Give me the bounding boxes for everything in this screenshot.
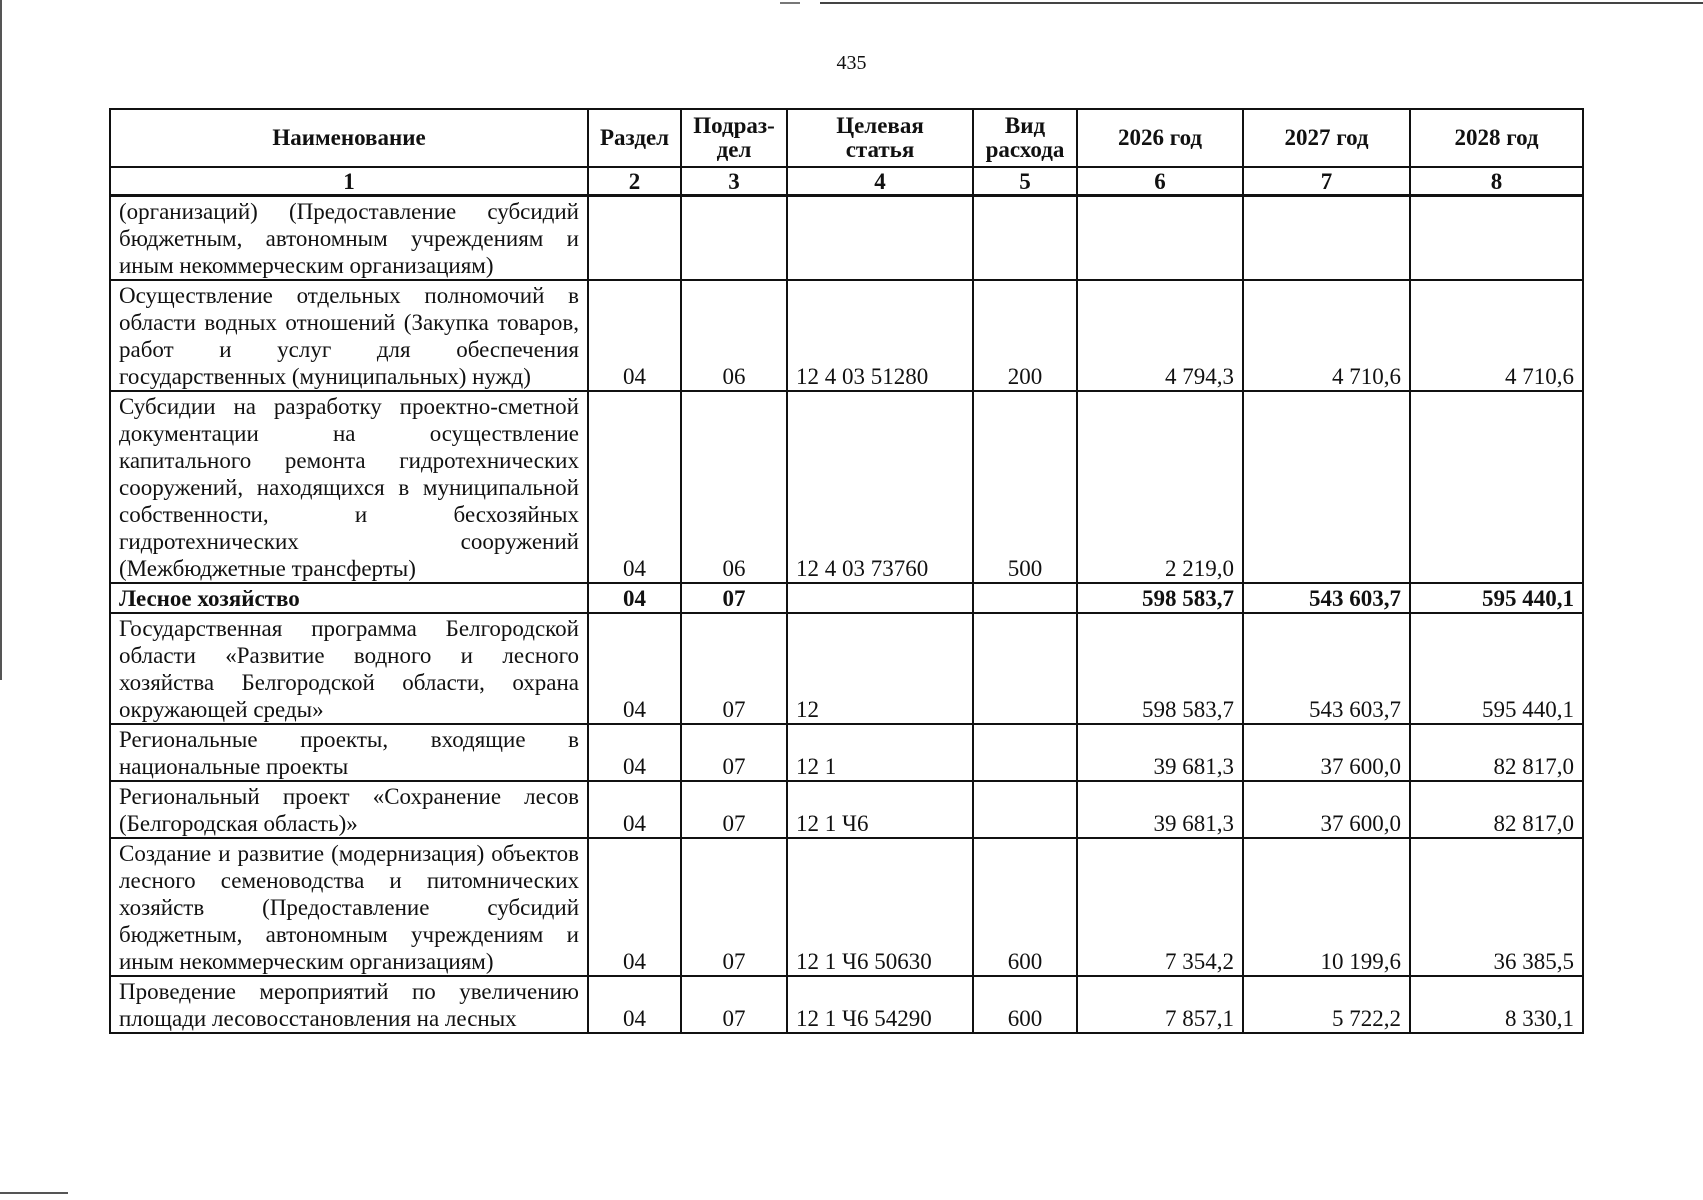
column-number: 5 [973,167,1077,196]
cell-vid-raskhoda [973,613,1077,724]
cell-podrazdel: 07 [681,838,787,976]
header-vid-raskhoda: Вид расхода [973,109,1077,167]
header-2026: 2026 год [1077,109,1243,167]
cell-razdel [588,196,681,281]
table-row [110,976,1583,1033]
cell-name: Региональный проект «Сохранение лесов (Белгородская область)» [110,781,588,838]
cell-2026: 4 794,3 [1077,280,1243,391]
table-row [110,280,1583,391]
column-number: 3 [681,167,787,196]
table-row [110,196,1583,281]
column-number: 1 [110,167,588,196]
cell-2027 [1243,391,1410,583]
cell-razdel: 04 [588,583,681,613]
cell-vid-raskhoda [973,196,1077,281]
cell-name: (организаций) (Предоставление субсидий бюджетным, автономным учреждениям и иным некоммерческим организациям) [110,196,588,281]
cell-tselevaya-statya: 12 1 Ч6 [787,781,973,838]
cell-tselevaya-statya [787,583,973,613]
cell-2027: 4 710,6 [1243,280,1410,391]
cell-razdel: 04 [588,280,681,391]
header-razdel: Раздел [588,109,681,167]
cell-2027: 37 600,0 [1243,781,1410,838]
table-body [110,196,1583,1034]
cell-2028: 595 440,1 [1410,583,1583,613]
column-number: 2 [588,167,681,196]
cell-vid-raskhoda: 200 [973,280,1077,391]
header-name: Наименование [110,109,588,167]
table-row [110,613,1583,724]
cell-2026: 598 583,7 [1077,583,1243,613]
cell-podrazdel: 07 [681,613,787,724]
cell-tselevaya-statya: 12 [787,613,973,724]
cell-2026: 598 583,7 [1077,613,1243,724]
cell-tselevaya-statya: 12 1 [787,724,973,781]
table-row [110,583,1583,613]
cell-podrazdel: 07 [681,724,787,781]
cell-razdel: 04 [588,838,681,976]
cell-2028 [1410,196,1583,281]
cell-name: Государственная программа Белгородской области «Развитие водного и лесного хозяйства Белгородской области, охрана окружающей среды» [110,613,588,724]
cell-name: Осуществление отдельных полномочий в области водных отношений (Закупка товаров, работ и услуг для обеспечения государственных (муниципальных) нужд) [110,280,588,391]
cell-2028 [1410,391,1583,583]
cell-tselevaya-statya [787,196,973,281]
cell-podrazdel: 06 [681,280,787,391]
cell-name: Субсидии на разработку проектно-сметной документации на осуществление капитального ремонта гидротехнических сооружений, находящихся в муниципальной собственности, и бесхозяйных гидротехнических сооружений (Межбюджетные трансферты) [110,391,588,583]
cell-2027: 543 603,7 [1243,613,1410,724]
page-number: 435 [836,52,867,74]
budget-table [109,108,1584,1034]
cell-podrazdel: 06 [681,391,787,583]
column-number: 8 [1410,167,1583,196]
column-number: 7 [1243,167,1410,196]
cell-podrazdel: 07 [681,583,787,613]
cell-2028: 82 817,0 [1410,781,1583,838]
cell-name: Региональные проекты, входящие в национальные проекты [110,724,588,781]
cell-2026 [1077,196,1243,281]
header-2028: 2028 год [1410,109,1583,167]
header-tselevaya-statya: Целевая статья [787,109,973,167]
table-row [110,781,1583,838]
cell-razdel: 04 [588,613,681,724]
cell-2026: 7 354,2 [1077,838,1243,976]
cell-2027: 543 603,7 [1243,583,1410,613]
scan-edge-top-mark [780,2,800,4]
column-number-row [110,167,1583,196]
cell-razdel: 04 [588,391,681,583]
scan-edge-top [820,2,1703,4]
cell-2028: 595 440,1 [1410,613,1583,724]
header-podrazdel: Подраз- дел [681,109,787,167]
cell-2028: 82 817,0 [1410,724,1583,781]
table-header-row [110,109,1583,167]
cell-2027: 10 199,6 [1243,838,1410,976]
table-row [110,724,1583,781]
cell-tselevaya-statya: 12 1 Ч6 54290 [787,976,973,1033]
scan-edge-left [0,0,2,680]
cell-2027: 5 722,2 [1243,976,1410,1033]
cell-2026: 2 219,0 [1077,391,1243,583]
column-number: 6 [1077,167,1243,196]
cell-razdel: 04 [588,976,681,1033]
cell-vid-raskhoda: 500 [973,391,1077,583]
cell-razdel: 04 [588,724,681,781]
cell-2027 [1243,196,1410,281]
cell-2028: 4 710,6 [1410,280,1583,391]
cell-vid-raskhoda [973,583,1077,613]
cell-tselevaya-statya: 12 1 Ч6 50630 [787,838,973,976]
table-row [110,391,1583,583]
scan-edge-bottom [0,1192,68,1194]
cell-podrazdel: 07 [681,781,787,838]
header-2027: 2027 год [1243,109,1410,167]
cell-2026: 39 681,3 [1077,781,1243,838]
cell-name: Проведение мероприятий по увеличению площади лесовосстановления на лесных [110,976,588,1033]
cell-podrazdel [681,196,787,281]
table-row [110,838,1583,976]
cell-vid-raskhoda [973,724,1077,781]
cell-razdel: 04 [588,781,681,838]
cell-tselevaya-statya: 12 4 03 73760 [787,391,973,583]
cell-2026: 7 857,1 [1077,976,1243,1033]
cell-name: Лесное хозяйство [110,583,588,613]
cell-2028: 8 330,1 [1410,976,1583,1033]
cell-name: Создание и развитие (модернизация) объектов лесного семеноводства и питомнических хозяйств (Предоставление субсидий бюджетным, автономным учреждениям и иным некоммерческим организациям) [110,838,588,976]
cell-podrazdel: 07 [681,976,787,1033]
cell-vid-raskhoda: 600 [973,976,1077,1033]
cell-vid-raskhoda: 600 [973,838,1077,976]
cell-tselevaya-statya: 12 4 03 51280 [787,280,973,391]
cell-2028: 36 385,5 [1410,838,1583,976]
cell-2027: 37 600,0 [1243,724,1410,781]
cell-vid-raskhoda [973,781,1077,838]
cell-2026: 39 681,3 [1077,724,1243,781]
column-number: 4 [787,167,973,196]
